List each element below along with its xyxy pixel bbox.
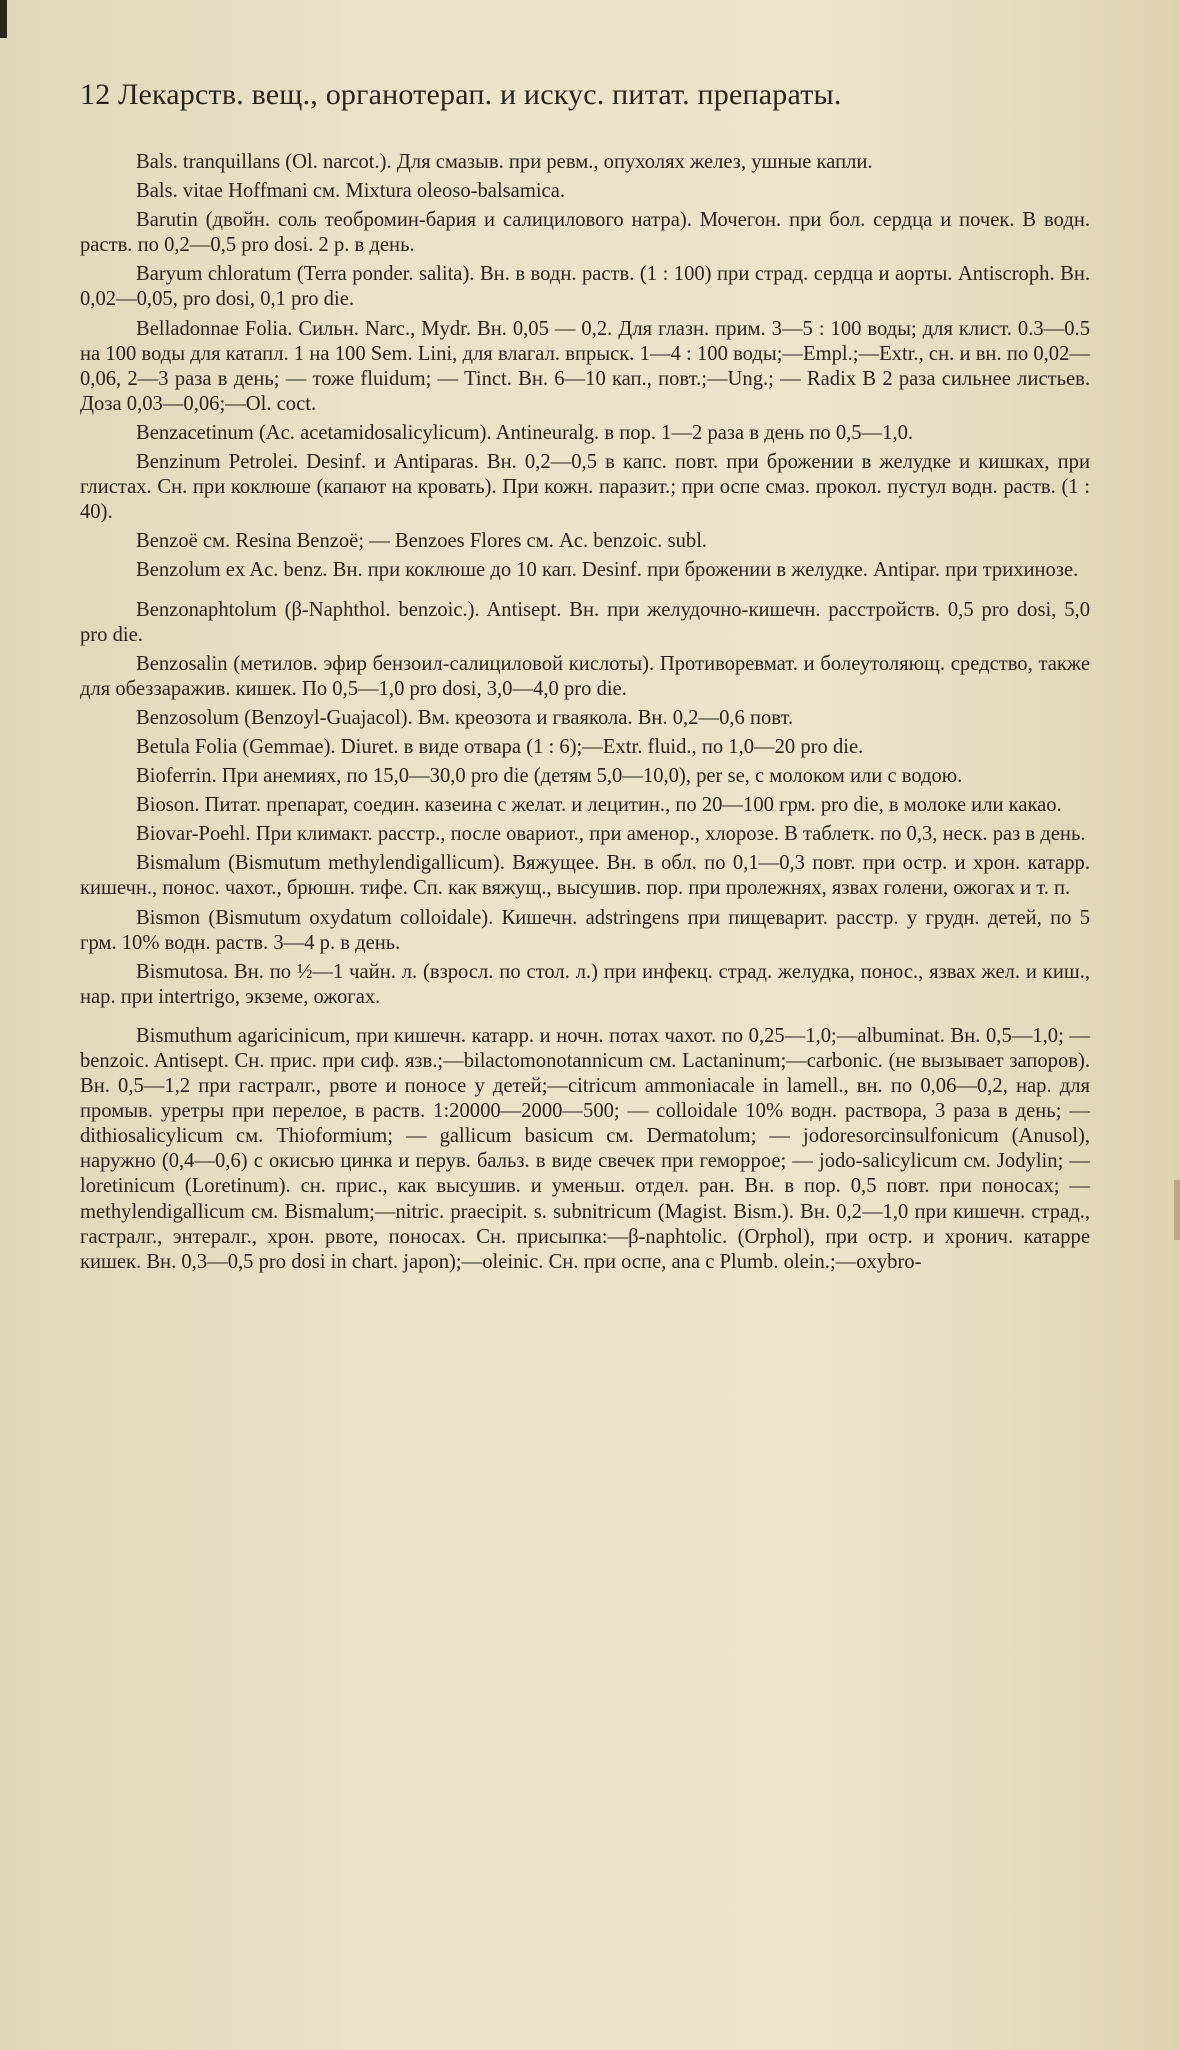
entry-betula-folia: Betula Folia (Gemmae). Diuret. в виде отвара (1 : 6);—Extr. fluid., по 1,0—20 pro die.: [136, 735, 864, 758]
entry-bals-vitae: Bals. vitae Hoffmani см. Mixtura oleoso-balsamica.: [136, 180, 565, 203]
entry-bismuthum: Bismuthum agaricinicum, при кишечн. катарр. и ночн. потах чахот. по 0,25—1,0;—albuminat. Вн. 0,5—1,0; — benzoic. Antisept. Сн. прис. при сиф. язв.;—bilactomonotannicum см. Lactaninum;—carbonic. (не вызывает запоров). Вн. 0,5—1,2 при гастралг., рвоте и поносе у детей;—citricum ammoniacale in lamell., вн. по 0,06—0,2, нар. для промыв. уретры при перелое, в раств. 1:20000—2000—500; — colloidale 10% водн. раствора, 3 раза в день; — dithiosalicylicum см. Thioformium; — gallicum basicum см. Dermatolum; — jodoresorcinsulfonicum (Anusol), наружно (0,4—0,6) с окисью цинка и перув. бальз. в виде свечек при геморрое; — jodo-salicylicum см. Jodylin; — loretinicum (Loretinum). сн. прис., как высушив. и уменьш. отдел. ран. Вн. в пор. 0,5 повт. при поносах; — methylendigallicum см. Bismalum;—nitric. praecipit. s. subnitricum (Magist. Bism.). Вн. 0,2—1,0 при кишечн. страд., гастралг., энтералг., хрон. рвоте, поносах. Сн. присыпка:—β-naphtolic. (Orphol), при остр. и хронич. катарре кишек. Вн. 0,3—0,5 pro dosi in chart. japon);—oleinic. Сн. при оспе, ana с Plumb. olein.;—oxybro-: [80, 1024, 1090, 1273]
entry-bismalum: Bismalum (Bismutum methylendigallicum). Вяжущее. Вн. в обл. по 0,1—0,3 повт. при остр. и хрон. катарр. кишечн., понос. чахот., брюшн. тифе. Сп. как вяжущ., высушив. пор. при пролежнях, язвах голени, ожогах и т. п.: [80, 852, 1090, 900]
entry-benzosalin: Benzosalin (метилов. эфир бензоил-салициловой кислоты). Противоревмат. и болеутоляющ. средство, также для обеззаражив. кишек. По 0,5—1,0 pro dosi, 3,0—4,0 pro die.: [80, 652, 1090, 700]
page-edge-mark: [1174, 1180, 1180, 1240]
entry-benzoe: Benzoë см. Resina Benzoë; — Benzoes Flores см. Ac. benzoic. subl.: [136, 530, 708, 553]
entry-bismutosa: Bismutosa. Вн. по ½—1 чайн. л. (взросл. по стол. л.) при инфекц. страд. желудка, понос., язвах жел. и киш., нар. при intertrigo, экземе, ожогах.: [80, 960, 1090, 1008]
entry-benzinum-petrolei: Benzinum Petrolei. Desinf. и Antiparas. Вн. 0,2—0,5 в капс. повт. при брожении в желудке и кишках, при глистах. Сн. при коклюше (капают на кровать). При кожн. паразит.; при оспе смаз. прокол. пустул водн. раств. (1 : 40).: [80, 451, 1090, 524]
entry-belladonnae-folia: Belladonnae Folia. Сильн. Narc., Mydr. Вн. 0,05 — 0,2. Для глазн. прим. 3—5 : 100 воды; для клист. 0.3—0.5 на 100 воды для катапл. 1 на 100 Sem. Lini, для влагал. впрыск. 1—4 : 100 воды;—Empl.;—Extr., сн. и вн. по 0,02—0,06, 2—3 раза в день; — тоже fluidum; — Tinct. Вн. 6—10 кап., повт.;—Ung.; — Radix В 2 раза сильнее листьев. Доза 0,03—0,06;—Ol. coct.: [80, 317, 1090, 415]
entry-benzonaphtolum: Benzonaphtolum (β-Naphthol. benzoic.). Antisept. Вн. при желудочно-кишечн. расстройств. 0,5 pro dosi, 5,0 pro die.: [80, 598, 1090, 646]
entry-bals-tranquillans: Bals. tranquillans (Ol. narcot.). Для смазыв. при ревм., опухолях желез, ушные капли.: [136, 151, 873, 173]
entries-list: [80, 150, 1090, 1279]
page-corner-mark: [0, 0, 7, 38]
entry-biovar-poehl: Biovar-Poehl. При климакт. расстр., после овариот., при аменор., хлорозе. В таблетк. по 0,3, неск. раз в день.: [136, 823, 1086, 846]
entry-benzacetinum: Benzacetinum (Ac. acetamidosalicylicum). Antineuralg. в пор. 1—2 раза в день по 0,5—1,0.: [136, 421, 914, 444]
entry-bioferrin: Bioferrin. При анемиях, по 15,0—30,0 pro die (детям 5,0—10,0), per se, с молоком или с водою.: [136, 765, 963, 788]
entry-baryum-chloratum: Baryum chloratum (Terra ponder. salita). Вн. в водн. раств. (1 : 100) при страд. сердца и аорты. Antiscroph. Вн. 0,02—0,05, pro dosi, 0,1 pro die.: [80, 263, 1090, 311]
entry-barutin: Barutin (двойн. соль теобромин-бария и салицилового натра). Мочегон. при бол. сердца и почек. В водн. раств. по 0,2—0,5 pro dosi. 2 р. в день.: [80, 209, 1090, 257]
entry-bioson: Bioson. Питат. препарат, соедин. казеина с желат. и лецитин., по 20—100 грм. pro die, в молоке или какао.: [136, 794, 1062, 817]
page-number: 12: [80, 78, 111, 111]
running-title: Лекарств. вещ., органотерап. и искус. питат. препараты.: [118, 78, 842, 111]
page-header: [80, 78, 1100, 112]
entry-bismon: Bismon (Bismutum oxydatum colloidale). Кишечн. adstringens при пищеварит. расстр. у грудн. детей, по 5 грм. 10% водн. раств. 3—4 р. в день.: [80, 906, 1090, 954]
entry-benzosolum: Benzosolum (Benzoyl-Guajacol). Вм. креозота и гваякола. Вн. 0,2—0,6 повт.: [136, 706, 794, 729]
entry-benzolum: Benzolum ex Ac. benz. Вн. при коклюше до 10 кап. Desinf. при брожении в желудке. Antipar. при трихинозе.: [136, 559, 1079, 582]
